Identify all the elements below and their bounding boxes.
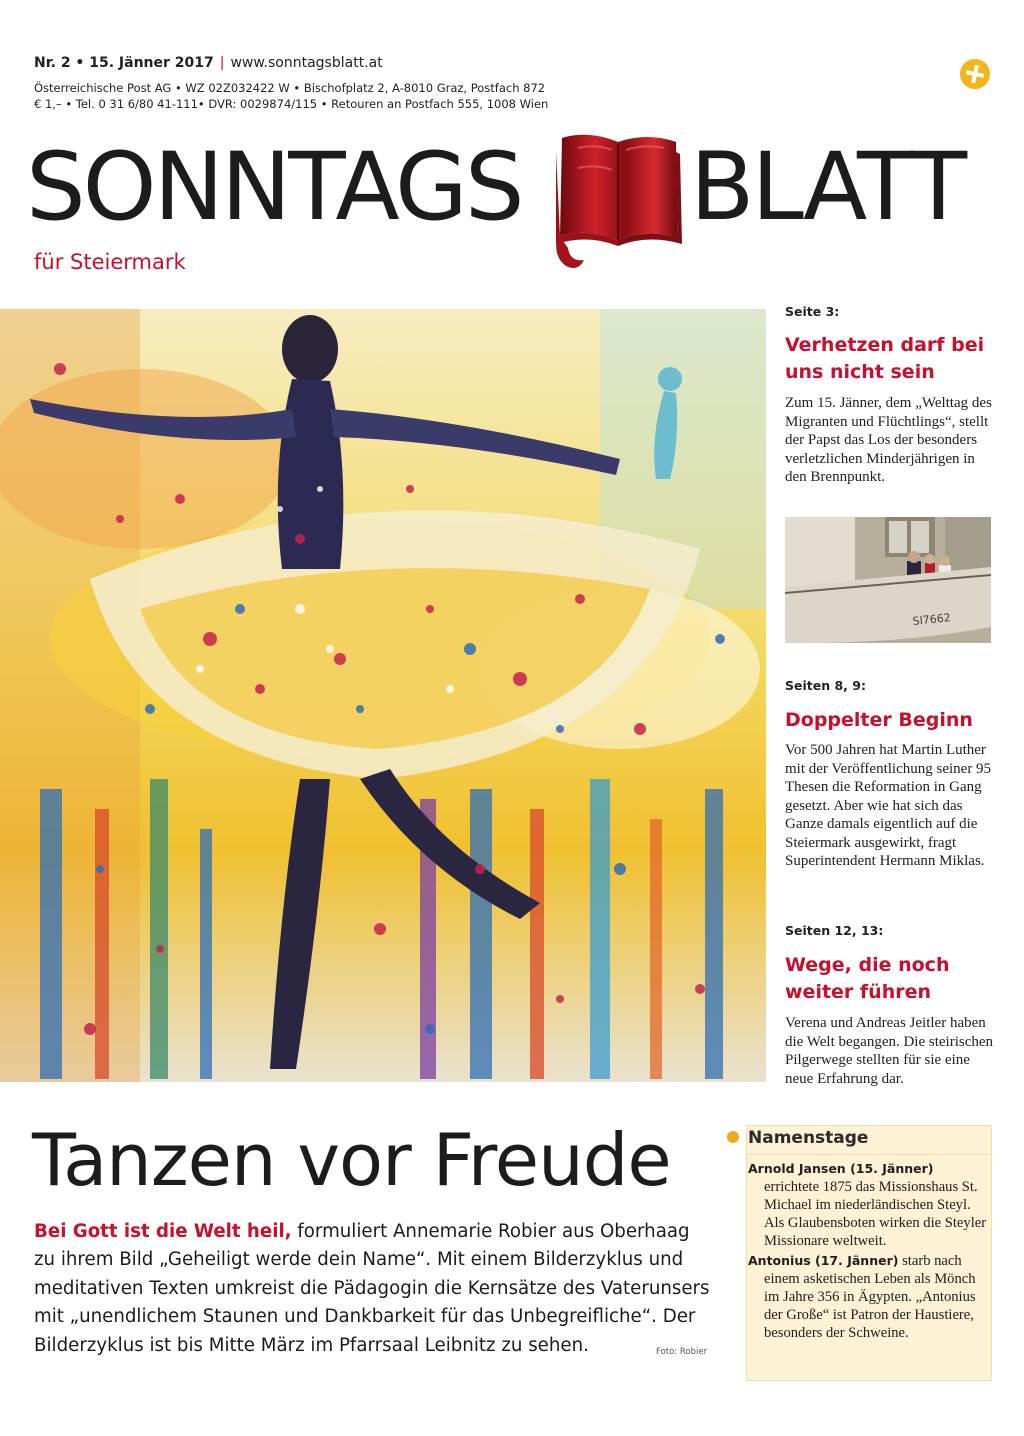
teaser-text: Verena und Andreas Jeitler haben die Welt begangen. Die steirischen Pilgerwege stellten für sie eine neue Erfahrung dar. [785, 1015, 994, 1087]
issue-date: Nr. 2 • 15. Jänner 2017 [34, 55, 214, 71]
dancer-painting-image [0, 309, 766, 1082]
teaser-title[interactable]: Wege, die noch weiter führen [785, 954, 950, 1003]
website-link[interactable]: www.sonntagsblatt.at [230, 55, 383, 71]
masthead-word-right: BLATT [690, 133, 965, 242]
namenstage-name: Arnold Jansen (15. Jänner) [748, 1161, 934, 1176]
masthead-subtitle: für Steiermark [34, 250, 186, 274]
lead-text: formuliert Annemarie Robier aus Oberhaag zu ihrem Bild „Geheiligt werde dein Name“. Mit einem Bilderzyklus und meditativen Texten umkreist die Pädagogin die Kernsätze des Vaterunsers mit „unendlichem Staunen und Dankbarkeit für das Unbegreifliche“. Der Bilderzyklus ist bis Mitte März im Pfarrsaal Leibnitz zu sehen. [34, 1221, 710, 1356]
boat-church-image [785, 517, 991, 643]
teaser-1[interactable] [785, 304, 995, 487]
teaser-text: Vor 500 Jahren hat Martin Luther mit der Veröffentlichung seiner 95 Thesen die Reformation in Gang gesetzt. Aber wie hat sich das Ganze damals eigentlich auf die Steiermark ausgewirkt, fragt Superintendent Hermann Miklas. [785, 742, 992, 869]
teaser-text: Zum 15. Jänner, dem „Welttag des Migranten und Flüchtlings“, stellt der Papst das Los der besonders verletzlichen Minderjährigen in den Brennpunkt. [785, 395, 992, 485]
teaser-3[interactable] [785, 923, 995, 1088]
namenstage-text: errichtete 1875 das Missionshaus St. Michael im niederländischen Steyl. Als Glaubensboten wirken die Steyler Missionare weltweit. [764, 1179, 987, 1249]
masthead-word-left: SONNTAGS [26, 133, 522, 242]
price-contact-info: € 1,– • Tel. 0 31 6/80 41-111• DVR: 0029874/115 • Retouren an Postfach 555, 1008 Wien [34, 97, 549, 111]
namenstage-list [748, 1160, 988, 1344]
teaser-page-ref: Seite 3: [785, 304, 840, 319]
lead-intro: Bei Gott ist die Welt heil, [34, 1221, 292, 1242]
teaser-title[interactable]: Doppelter Beginn [785, 709, 973, 731]
teaser-2[interactable] [785, 678, 995, 871]
namenstage-entry [748, 1160, 988, 1250]
teaser-page-ref: Seiten 12, 13: [785, 923, 884, 938]
namenstage-name: Antonius (17. Jänner) [748, 1253, 899, 1268]
postal-info: Österreichische Post AG • WZ 02Z032422 W • Bischofplatz 2, A-8010 Graz, Postfach 872 [34, 81, 546, 95]
lead-paragraph [34, 1218, 710, 1360]
cross-icon [960, 59, 990, 89]
hero-painting [0, 309, 766, 1082]
bullet-icon [727, 1131, 739, 1143]
issue-separator: | [219, 55, 225, 71]
boat-label: SI7662 [911, 611, 952, 628]
teaser-page-ref: Seiten 8, 9: [785, 678, 866, 693]
photo-credit: Foto: Robier [656, 1347, 708, 1357]
main-headline: Tanzen vor Freude [32, 1118, 671, 1202]
pilgrim-boat-photo [785, 517, 991, 643]
namenstage-entry [748, 1252, 988, 1342]
namenstage-text: starb nach einem asketischen Leben als Mönch im Jahre 356 in Ägypten. „Antonius der Große“ ist Patron der Haustiere, besonders der Schweine. [764, 1253, 976, 1341]
namenstage-title: Namenstage [748, 1128, 869, 1148]
issue-line [34, 55, 383, 71]
namenstage-divider [746, 1154, 990, 1155]
book-logo-icon [548, 128, 688, 278]
teaser-title[interactable]: Verhetzen darf bei uns nicht sein [785, 334, 985, 383]
